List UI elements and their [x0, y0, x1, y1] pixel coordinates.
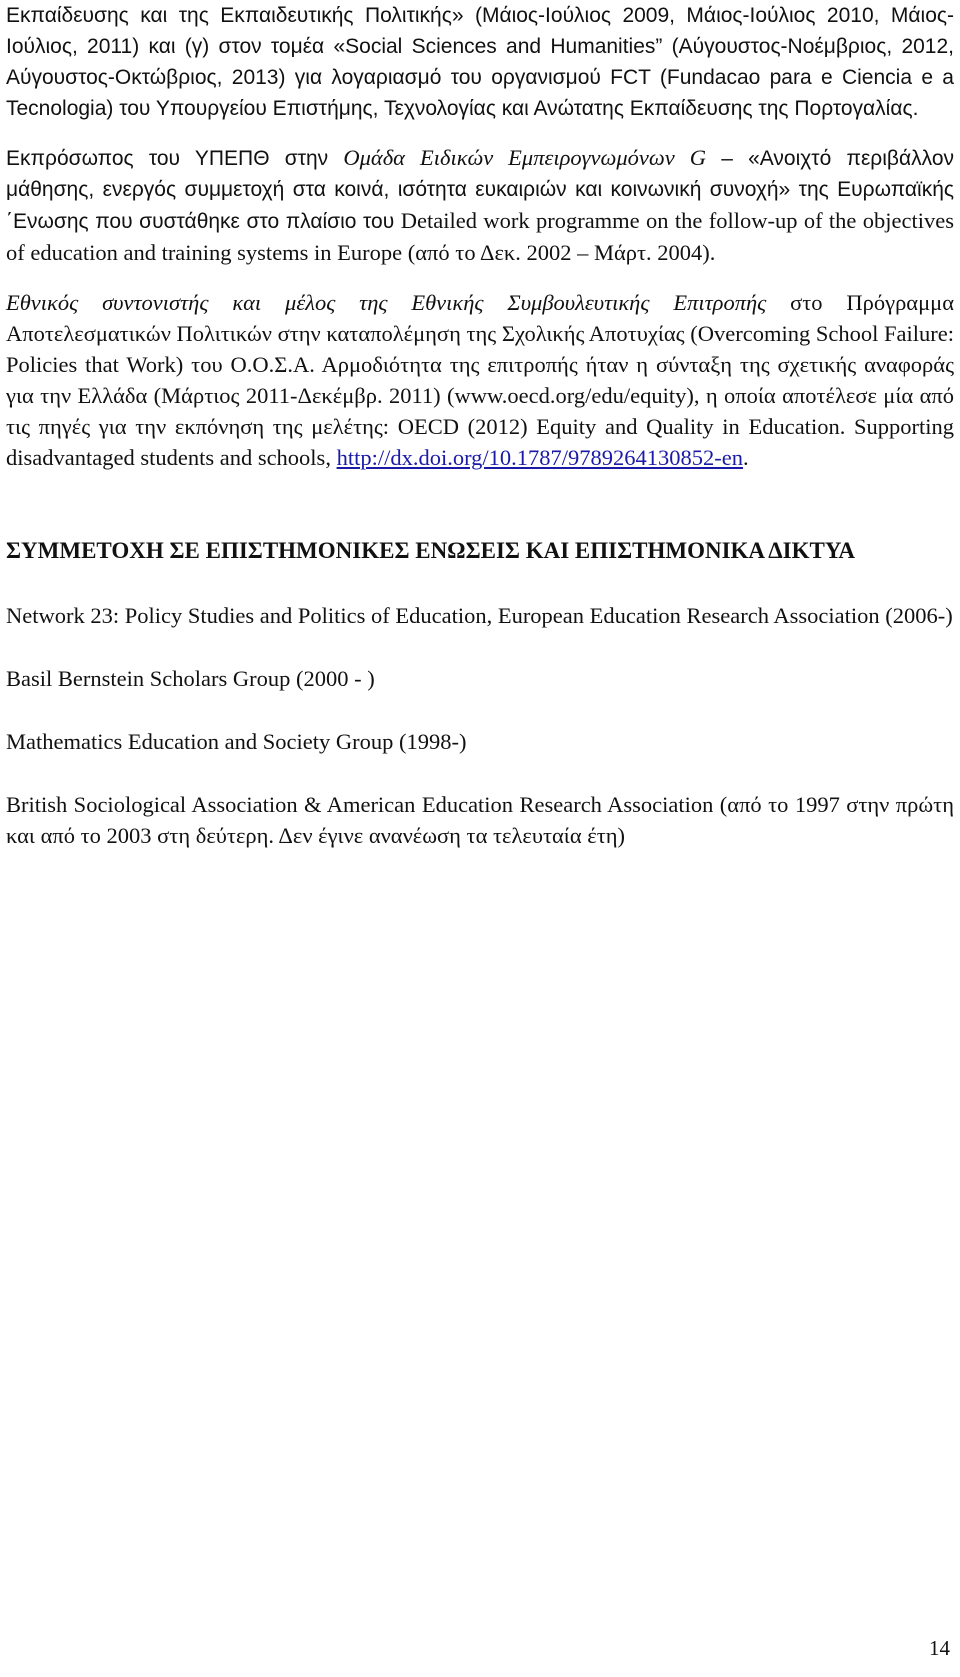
paragraph-text: στο Πρόγραμμα Αποτελεσματικών Πολιτικών στην καταπολέμηση της Σχολικής Αποτυχίας (Overcoming School Failure: Policies that Work) του Ο.Ο.Σ.Α. Αρμοδιότητα της επιτροπής ήταν η σύνταξη της σχετικής αναφοράς για την Ελλάδα (Μάρτιος 2011-Δεκέμβρ. 2011) (www.oecd.org/edu/equity), η οποία αποτέλεσε μία από τις πηγές για την εκπόνηση της μελέτης: OECD (2012) Equity and Quality in Education. Supporting disadvantaged students and schools,	[6, 290, 954, 470]
paragraph-national-coordinator	[6, 287, 954, 473]
paragraph-rest-english: Detailed work programme on the follow-up of the objectives of education and training systems in Europe (από το Δεκ. 2002 – Μάρτ. 2004).	[6, 208, 954, 265]
page-number: 14	[929, 1636, 950, 1660]
paragraph-evaluation-roles	[6, 0, 954, 124]
membership-item: Network 23: Policy Studies and Politics of Education, European Education Research Association (2006-)	[6, 603, 953, 628]
coordinator-role: Εθνικός συντονιστής και μέλος της Εθνικής Συμβουλευτικής Επιτροπής	[6, 290, 767, 315]
membership-item: Mathematics Education and Society Group (1998-)	[6, 729, 467, 754]
membership-item: Basil Bernstein Scholars Group (2000 - )	[6, 666, 375, 691]
paragraph-text: Εκπαίδευσης και της Εκπαιδευτικής Πολιτικής» (Μάιος-Ιούλιος 2009, Μάιος-Ιούλιος 2010, Μάιος-Ιούλιος, 2011) και (γ) στον τομέα «Social Sciences and Humanities” (Αύγουστος-Νοέμβριος, 2012, Αύγουστος-Οκτώβριος, 2013) για λογαριασμό του οργανισμού FCT (Fundacao para e Ciencia e a Tecnologia) του Υπουργείου Επιστήμης, Τεχνολογίας και Ανώτατης Εκπαίδευσης της Πορτογαλίας.	[6, 4, 954, 120]
document-page	[6, 0, 954, 851]
paragraph-rest-greek: – «Ανοιχτό περιβάλλον μάθησης, ενεργός συμμετοχή στα κοινά, ισότητα ευκαιριών και κοινωνική συνοχή» της Ευρωπαϊκής ΄Ενωσης που συστάθηκε στο πλαίσιο του	[6, 147, 955, 233]
paragraph-lead: Εκπρόσωπος του ΥΠΕΠΘ στην	[6, 147, 344, 170]
expert-group-name: Ομάδα Ειδικών Εμπειρογνωμόνων G	[343, 145, 707, 170]
paragraph-ypepth-representative	[6, 142, 954, 269]
paragraph-end: .	[743, 445, 749, 470]
section-heading: ΣΥΜΜΕΤΟΧΗ ΣΕ ΕΠΙΣΤΗΜΟΝΙΚΕΣ ΕΝΩΣΕΙΣ ΚΑΙ ΕΠΙΣΤΗΜΟΝΙΚΑ ΔΙΚΤΥΑ	[6, 538, 855, 563]
membership-item: British Sociological Association & American Education Research Association (από το 1997 στην πρώτη και από το 2003 στη δεύτερη. Δεν έγινε ανανέωση τα τελευταία έτη)	[6, 792, 954, 848]
doi-link[interactable]: http://dx.doi.org/10.1787/9789264130852-en	[336, 445, 744, 470]
